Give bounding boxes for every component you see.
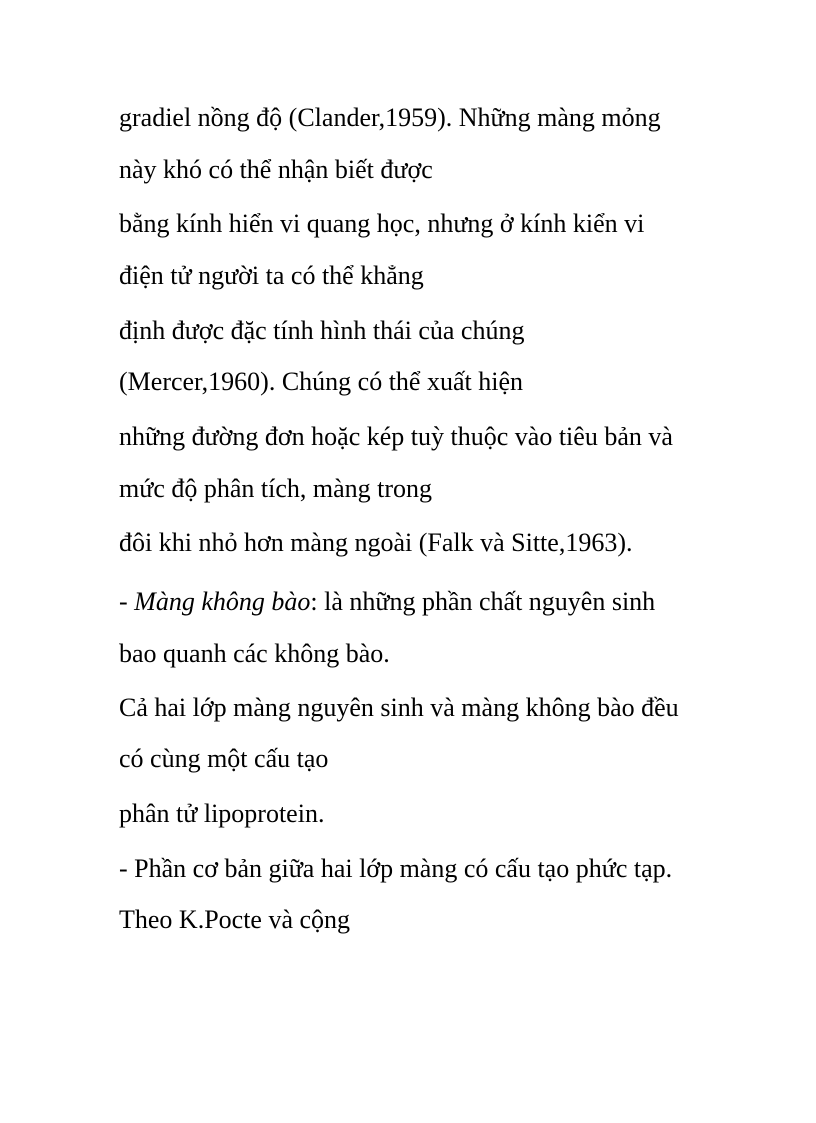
text-line: định được đặc tính hình thái của chúng <box>119 316 525 345</box>
text-line: này khó có thể nhận biết được <box>119 155 433 184</box>
definition-line <box>119 587 655 617</box>
text-line: những đường đơn hoặc kép tuỳ thuộc vào tiêu bản và <box>119 422 673 451</box>
definition-text: : là những phần chất nguyên sinh <box>310 587 656 616</box>
list-dash: - <box>119 587 135 616</box>
text-line: gradiel nồng độ (Clander,1959). Những màng mỏng <box>119 103 661 132</box>
text-line: - Phần cơ bản giữa hai lớp màng có cấu tạo phức tạp. <box>119 854 673 883</box>
text-line: Cả hai lớp màng nguyên sinh và màng không bào đều <box>119 693 679 722</box>
text-line: (Mercer,1960). Chúng có thể xuất hiện <box>119 367 524 396</box>
defined-term: Màng không bào <box>134 587 311 616</box>
text-line: bao quanh các không bào. <box>119 639 390 668</box>
text-line: điện tử người ta có thể khẳng <box>119 261 424 290</box>
text-line: đôi khi nhỏ hơn màng ngoài (Falk và Sitte,1963). <box>119 528 633 557</box>
text-line: phân tử lipoprotein. <box>119 799 325 828</box>
text-line: Theo K.Pocte và cộng <box>119 905 351 934</box>
text-line: có cùng một cấu tạo <box>119 744 329 773</box>
text-line: bằng kính hiển vi quang học, nhưng ở kính kiển vi <box>119 209 645 238</box>
text-line: mức độ phân tích, màng trong <box>119 474 433 503</box>
